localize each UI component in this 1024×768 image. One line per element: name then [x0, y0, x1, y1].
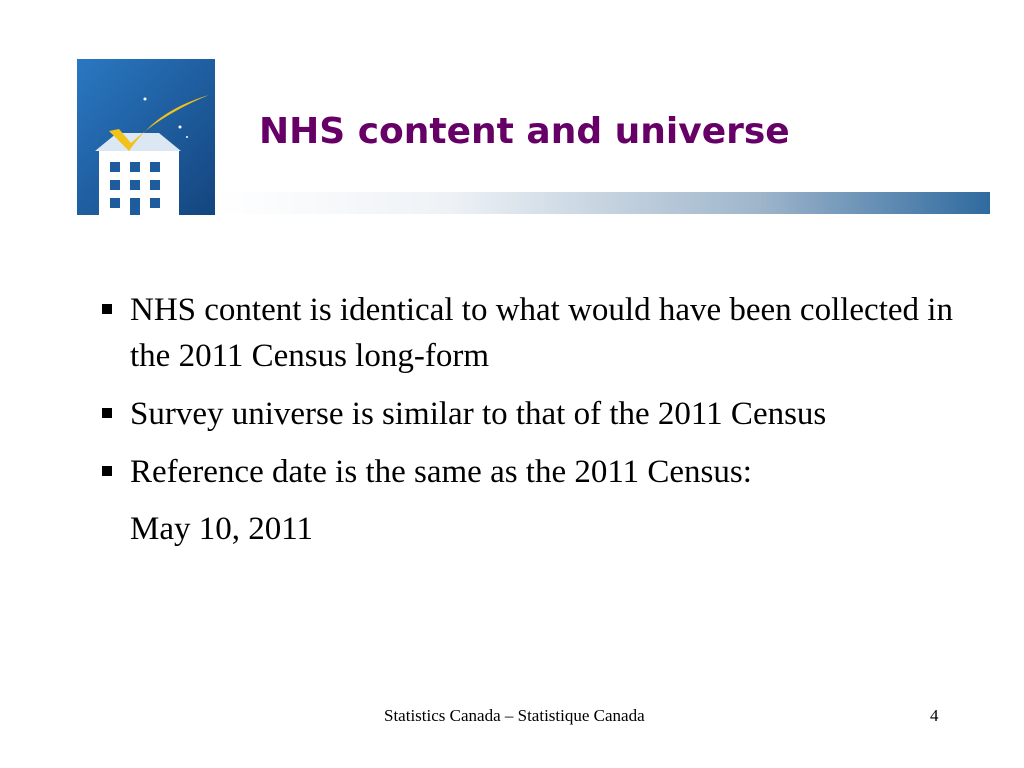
census-house-checkmark-icon: [77, 59, 215, 215]
bullet-text: NHS content is identical to what would have been collected in the 2011 Census long-form: [130, 292, 953, 374]
bullet-text: Survey universe is similar to that of the 2011 Census: [130, 396, 827, 432]
footer-text: Statistics Canada – Statistique Canada: [384, 706, 645, 725]
square-bullet-icon: [102, 466, 112, 476]
bullet-item: [100, 287, 990, 379]
square-bullet-icon: [102, 408, 112, 418]
title-underline-bar: [215, 192, 990, 214]
reference-date: May 10, 2011: [130, 511, 314, 547]
bullet-text: Reference date is the same as the 2011 Census:: [130, 454, 752, 490]
bullet-item: [100, 391, 990, 437]
bullet-item: [100, 449, 990, 495]
square-bullet-icon: [102, 304, 112, 314]
slide-title: NHS content and universe: [259, 111, 790, 152]
page-number: 4: [930, 706, 939, 725]
census-logo: [77, 59, 215, 215]
bullet-list: [100, 287, 990, 507]
